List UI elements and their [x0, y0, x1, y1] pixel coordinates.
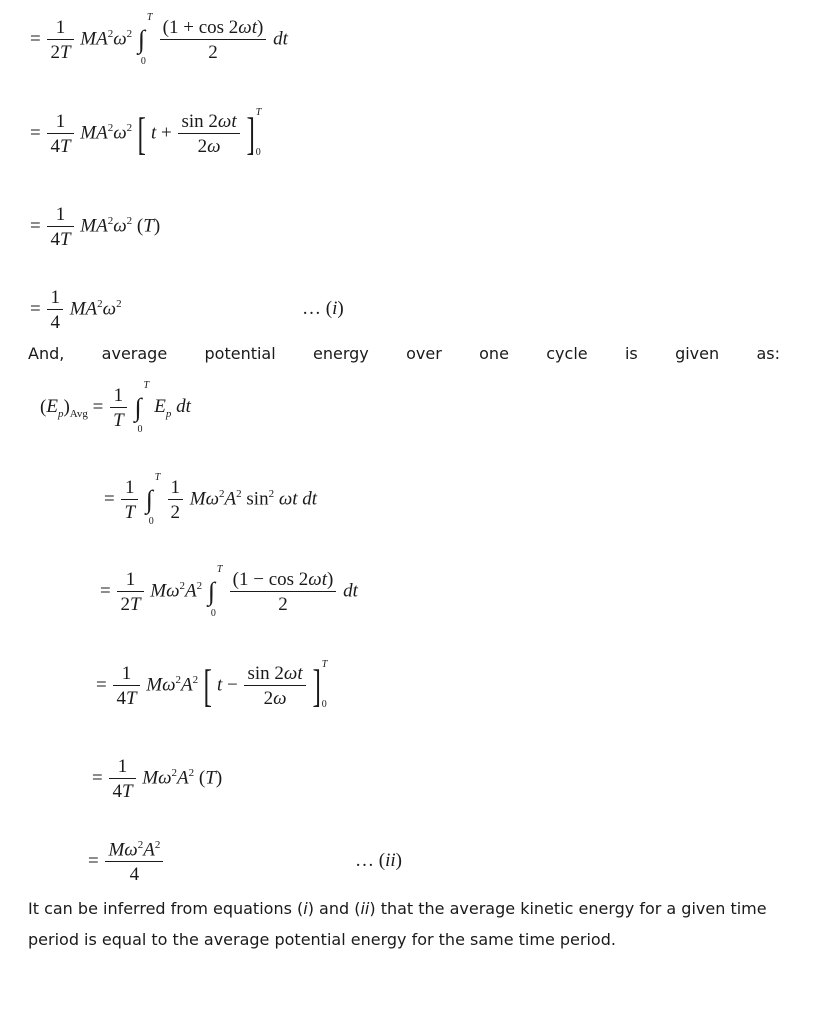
pe-equation-step-3: = $\frac{1}{4T}$ $M\omega^2A^2$ [ t − $\frac{\sin 2\omega t}{2\omega}$ ] T 0 — [96, 659, 328, 712]
intro-potential-energy-text: And, average potential energy over one cycle is given as: — [28, 344, 780, 363]
ke-equation-result: = $\frac{1}{4}$ $MA^2\omega^2$ — [30, 287, 122, 333]
equation-tag-i: … (i) — [302, 298, 344, 319]
pe-average-definition: $(E_p)_{Avg}$ = $\frac{1}{T}$ ∫ T 0 $E_p$ dt — [40, 380, 191, 435]
conclusion-text: It can be inferred from equations (i) and (ii) that the average kinetic energy for a given time period is equal to the average potential energy for the same time period. — [28, 899, 767, 949]
pe-equation-result: = $\frac{M\omega^2A^2}{4}$ — [88, 840, 165, 884]
pe-equation-step-2: = $\frac{1}{2T}$ $M\omega^2A^2$ ∫ T 0 $\frac{(1 - \cos 2\omega t)}{2}$ dt — [100, 564, 358, 619]
equation-tag-ii: … (ii) — [355, 850, 402, 871]
ke-equation-step-2: = $\frac{1}{4T}$ $MA^2\omega^2$ [ t + $\frac{\sin 2\omega t}{2\omega}$ ] T 0 — [30, 107, 262, 160]
ke-equation-step-3: = $\frac{1}{4T}$ $MA^2\omega^2$ (T) — [30, 204, 161, 250]
ke-equation-step-1: = $\frac{1}{2T}$ $MA^2\omega^2$ ∫ T 0 $\frac{(1 + \cos 2\omega t)}{2}$ dt — [30, 12, 288, 67]
pe-equation-step-1: = $\frac{1}{T}$ ∫ T 0 $\frac{1}{2}$ $M\omega^2A^2$ $\sin^2 \omega t$ dt — [104, 472, 318, 527]
pe-equation-step-4: = $\frac{1}{4T}$ $M\omega^2A^2$ (T) — [92, 756, 223, 802]
